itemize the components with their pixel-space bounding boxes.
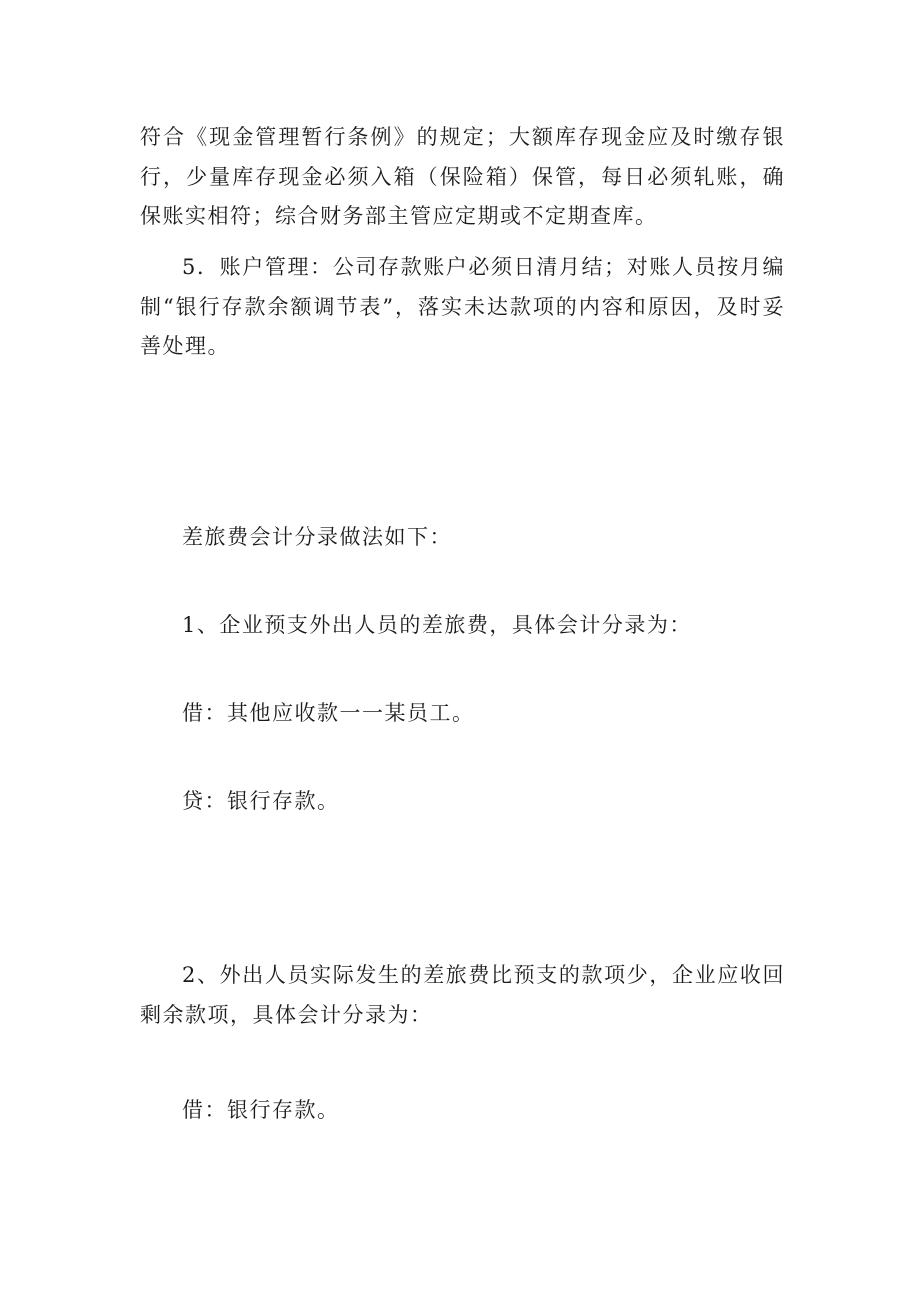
entry-debit-other-receivables: 借：其他应收款一一某员工。 xyxy=(182,701,475,725)
heading-travel-expense-entries: 差旅费会计分录做法如下： xyxy=(182,525,452,549)
item-1-advance-travel-expense: 1、企业预支外出人员的差旅费，具体会计分录为： xyxy=(182,613,692,637)
entry-credit-bank-deposit: 贷：银行存款。 xyxy=(182,789,340,813)
paragraph-cash-management: 符合《现金管理暂行条例》的规定；大额库存现金应及时缴存银行，少量库存现金必须入箱（保险箱）保管，每日必须轧账，确保账实相符；综合财务部主管应定期或不定期查库。 xyxy=(140,125,785,228)
entry-debit-bank-deposit: 借：银行存款。 xyxy=(182,1098,340,1122)
item-2-recover-remaining-funds: 2、外出人员实际发生的差旅费比预支的款项少，企业应收回剩余款项，具体会计分录为： xyxy=(140,963,785,1027)
paragraph-account-management: 5．账户管理：公司存款账户必须日清月结；对账人员按月编制“银行存款余额调节表”，落实未达款项的内容和原因，及时妥善处理。 xyxy=(140,255,785,358)
